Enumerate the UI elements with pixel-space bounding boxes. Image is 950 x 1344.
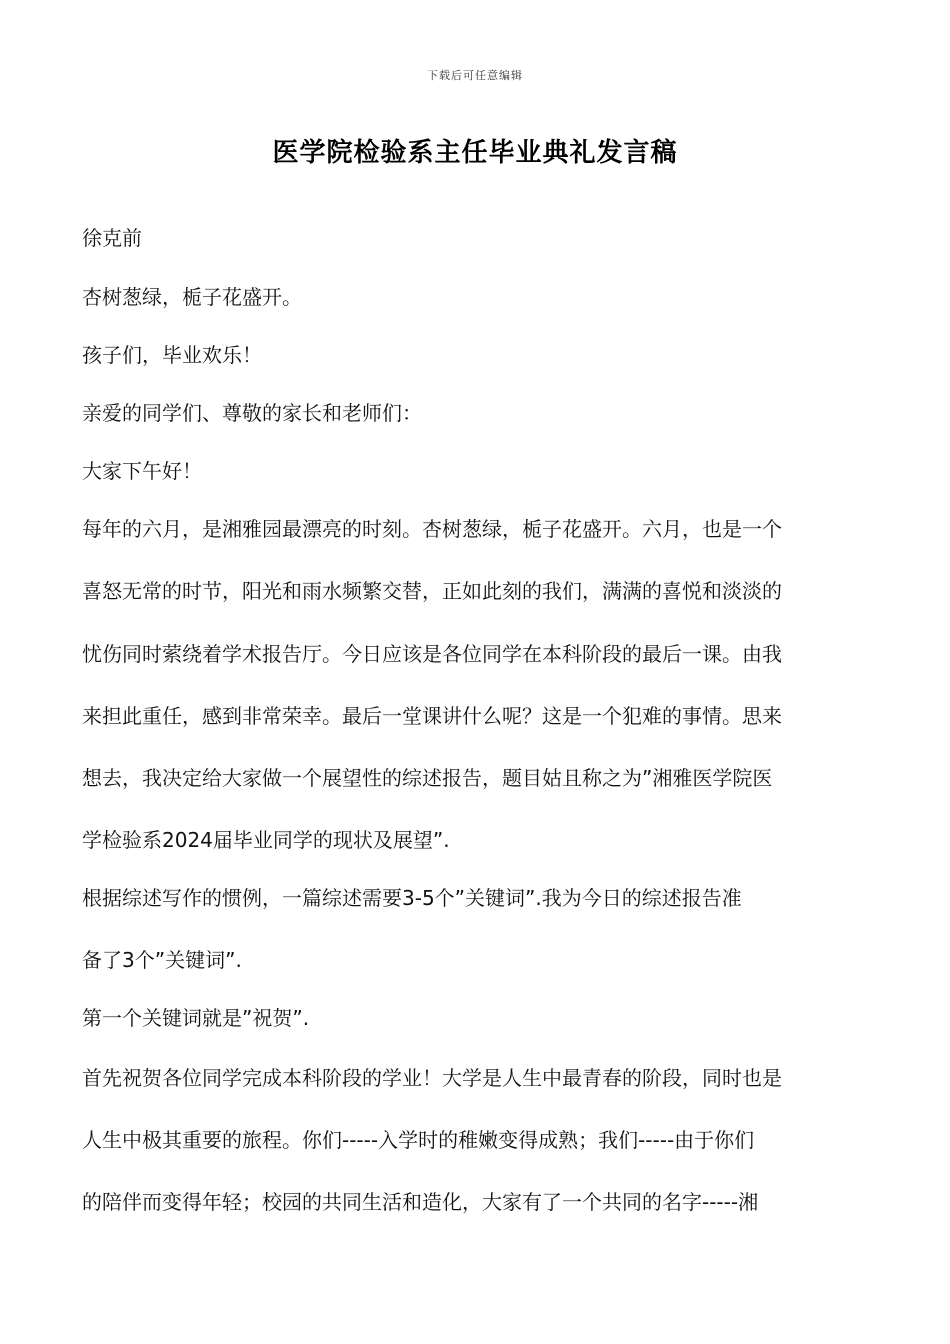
- paragraph-line: 的陪伴而变得年轻；校园的共同生活和造化，大家有了一个共同的名字-----湘: [82, 1190, 759, 1214]
- paragraph-line: 忧伤同时萦绕着学术报告厅。今日应该是各位同学在本科阶段的最后一课。由我: [82, 642, 782, 666]
- salutation-line: 亲爱的同学们、尊敬的家长和老师们：: [82, 401, 422, 425]
- paragraph-line: 根据综述写作的惯例，一篇综述需要3-5个”关键词”.我为今日的综述报告准: [82, 886, 742, 910]
- paragraph-line: 孩子们，毕业欢乐！: [82, 343, 262, 367]
- paragraph-line: 人生中极其重要的旅程。你们-----入学时的稚嫩变得成熟；我们-----由于你们: [82, 1128, 755, 1152]
- paragraph-line: 杏树葱绿，栀子花盛开。: [82, 285, 302, 309]
- paragraph-line: 首先祝贺各位同学完成本科阶段的学业！大学是人生中最青春的阶段，同时也是: [82, 1066, 782, 1090]
- paragraph-line: 第一个关键词就是”祝贺”.: [82, 1006, 310, 1030]
- document-title: 医学院检验系主任毕业典礼发言稿: [272, 138, 678, 168]
- paragraph-line: 喜怒无常的时节，阳光和雨水频繁交替，正如此刻的我们，满满的喜悦和淡淡的: [82, 579, 782, 603]
- paragraph-line: 备了3个”关键词”.: [82, 948, 242, 972]
- paragraph-line: 每年的六月，是湘雅园最漂亮的时刻。杏树葱绿，栀子花盛开。六月，也是一个: [82, 517, 782, 541]
- paragraph-line: 学检验系2024届毕业同学的现状及展望”.: [82, 828, 450, 852]
- paragraph-line: 来担此重任，感到非常荣幸。最后一堂课讲什么呢？这是一个犯难的事情。思来: [82, 704, 782, 728]
- header-note: 下载后可任意编辑: [427, 69, 523, 82]
- greeting-line: 大家下午好！: [82, 459, 202, 483]
- author-line: 徐克前: [82, 226, 142, 250]
- paragraph-line: 想去，我决定给大家做一个展望性的综述报告，题目姑且称之为”湘雅医学院医: [82, 766, 773, 790]
